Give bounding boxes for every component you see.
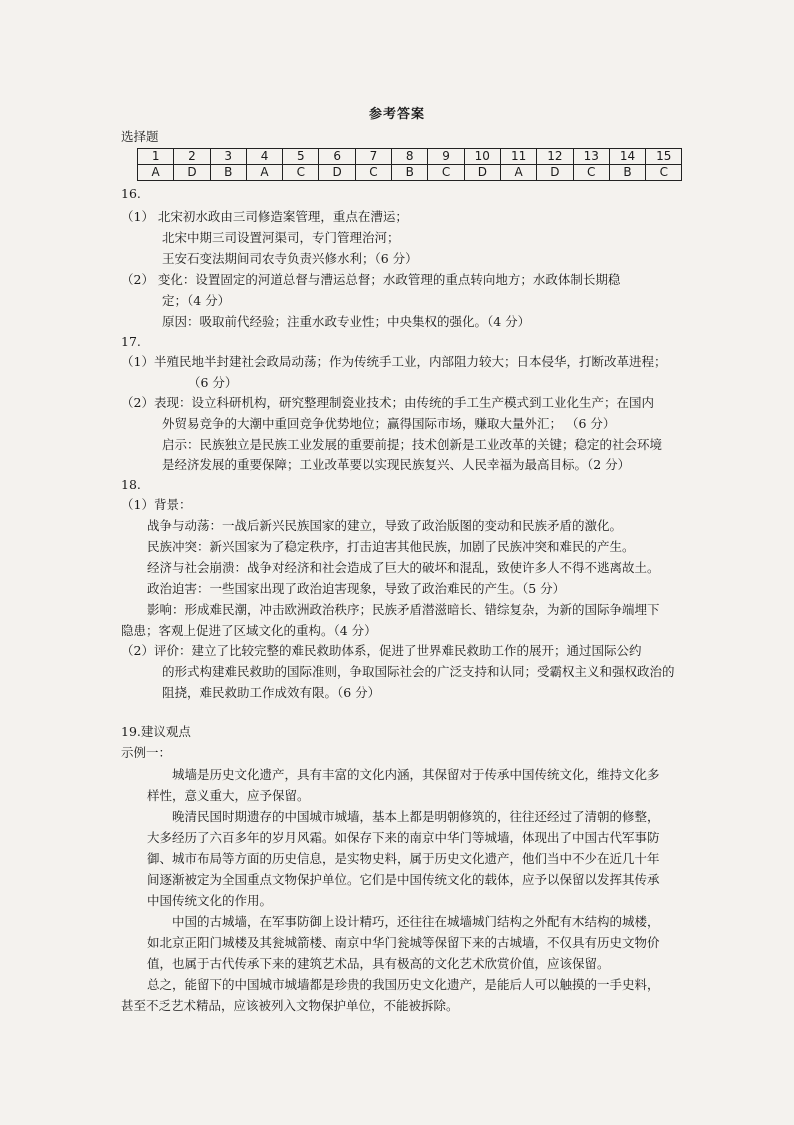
answer-line: 值，也属于古代传承下来的建筑艺术品，具有极高的文化艺术欣赏价值，应该保留。 (147, 956, 610, 971)
answer-line: 原因：吸取前代经验；注重水政专业性；中央集权的强化。（4 分） (162, 314, 531, 329)
answer-cell: C (573, 165, 609, 181)
answer-line: 大多经历了六百多年的岁月风霜。如保存下来的南京中华门等城墙，体现出了中国古代军事防 (147, 830, 660, 845)
answer-line: 晚清民国时期遗存的中国城市城墙，基本上都是明朝修筑的，往往还经过了清朝的修整， (172, 809, 660, 824)
answer-cell: A (138, 165, 174, 181)
answer-line: （2）表现：设立科研机构，研究整理制瓷业技术；由传统的手工生产模式到工业化生产；在国内 (121, 395, 654, 410)
question-number: 1 (138, 149, 174, 165)
question-number-16: 16. (121, 186, 141, 201)
answer-line: 间逐渐被定为全国重点文物保护单位。它们是中国传统文化的载体，应予以保留以发挥其传承 (147, 872, 660, 887)
answer-line: 北宋中期三司设置河渠司，专门管理治河； (162, 230, 400, 245)
answer-line: 经济与社会崩溃：战争对经济和社会造成了巨大的破坏和混乱，致使许多人不得不逃离故土。 (147, 560, 660, 575)
answer-line: 中国传统文化的作用。 (147, 893, 273, 908)
mc-section-label: 选择题 (121, 129, 159, 144)
answer-cell: D (464, 165, 500, 181)
answer-cell: B (392, 165, 428, 181)
answer-cell: B (609, 165, 645, 181)
question-number: 11 (500, 149, 536, 165)
answer-line: 定；（4 分） (162, 293, 231, 308)
answer-line: 王安石变法期间司农寺负责兴修水利；（6 分） (162, 251, 418, 266)
question-number: 4 (246, 149, 282, 165)
question-number-17: 17. (121, 334, 141, 349)
answer-cell: C (646, 165, 682, 181)
question-number: 10 (464, 149, 500, 165)
answer-line: （1）半殖民地半封建社会政局动荡；作为传统手工业，内部阻力较大；日本侵华，打断改革进程； (121, 354, 667, 369)
answer-cell: D (174, 165, 210, 181)
answer-cell: D (319, 165, 355, 181)
answer-cell: C (428, 165, 464, 181)
question-number: 8 (392, 149, 428, 165)
question-number: 2 (174, 149, 210, 165)
answer-cell: C (355, 165, 391, 181)
answer-line: 示例一： (121, 745, 172, 760)
answer-line: 甚至不乏艺术精品，应该被列入文物保护单位，不能被拆除。 (121, 998, 459, 1013)
answer-line: 政治迫害：一些国家出现了政治迫害现象，导致了政治难民的产生。（5 分） (147, 581, 566, 596)
question-number: 6 (319, 149, 355, 165)
answer-line: 外贸易竞争的大潮中重回竞争优势地位；赢得国际市场，赚取大量外汇； （6 分） (162, 416, 616, 431)
answer-line: 启示：民族独立是民族工业发展的重要前提；技术创新是工业改革的关键；稳定的社会环境 (162, 437, 663, 452)
question-number: 15 (646, 149, 682, 165)
question-number-row (138, 149, 682, 165)
answer-cell: B (210, 165, 246, 181)
answer-line: 隐患；客观上促进了区域文化的重构。（4 分） (121, 623, 377, 638)
question-number-19: 19.建议观点 (121, 724, 191, 739)
answer-line: 是经济发展的重要保障；工业改革要以实现民族复兴、人民幸福为最高目标。（2 分） (162, 457, 631, 472)
answer-line: 如北京正阳门城楼及其瓮城箭楼、南京中华门瓮城等保留下来的古城墙，不仅具有历史文物价 (147, 935, 660, 950)
answer-line: 城墙是历史文化遗产，具有丰富的文化内涵，其保留对于传承中国传统文化，维持文化多 (172, 767, 660, 782)
answer-line: 战争与动荡：一战后新兴民族国家的建立，导致了政治版图的变动和民族矛盾的激化。 (147, 518, 623, 533)
answer-line: 影响：形成难民潮，冲击欧洲政治秩序；民族矛盾潜滋暗长、错综复杂，为新的国际争端埋下 (147, 602, 660, 617)
answer-row (138, 165, 682, 181)
question-number: 13 (573, 149, 609, 165)
answer-line: 御、城市布局等方面的历史信息，是实物史料，属于历史文化遗产，他们当中不少在近几十年 (147, 851, 660, 866)
page-title: 参考答案 (368, 107, 425, 122)
answer-cell: A (500, 165, 536, 181)
question-number: 9 (428, 149, 464, 165)
question-number: 12 (537, 149, 573, 165)
answer-line: 的形式构建难民救助的国际准则，争取国际社会的广泛支持和认同；受霸权主义和强权政治的 (162, 664, 675, 679)
answer-table (137, 148, 682, 181)
answer-cell: D (537, 165, 573, 181)
answer-line: 阻挠，难民救助工作成效有限。（6 分） (162, 685, 381, 700)
answer-line: （6 分） (188, 375, 238, 390)
answer-line: （1）背景： (121, 497, 192, 512)
answer-line: 样性，意义重大，应予保留。 (147, 788, 310, 803)
answer-line: （2）评价：建立了比较完整的难民救助体系，促进了世界难民救助工作的展开；通过国际公约 (121, 643, 642, 658)
question-number: 5 (283, 149, 319, 165)
answer-line: 民族冲突：新兴国家为了稳定秩序，打击迫害其他民族，加剧了民族冲突和难民的产生。 (147, 539, 635, 554)
question-number: 7 (355, 149, 391, 165)
answer-cell: A (246, 165, 282, 181)
answer-cell: C (283, 165, 319, 181)
question-number: 3 (210, 149, 246, 165)
answer-line: 总之，能留下的中国城市城墙都是珍贵的我国历史文化遗产，是能后人可以触摸的一手史料， (147, 977, 660, 992)
question-number-18: 18. (121, 477, 141, 492)
answer-line: （2） 变化：设置固定的河道总督与漕运总督；水政管理的重点转向地方；水政体制长期稳 (121, 272, 621, 287)
question-number: 14 (609, 149, 645, 165)
answer-line: （1） 北宋初水政由三司修造案管理，重点在漕运； (121, 209, 408, 224)
answer-line: 中国的古城墙，在军事防御上设计精巧，还往往在城墙城门结构之外配有木结构的城楼， (172, 914, 660, 929)
